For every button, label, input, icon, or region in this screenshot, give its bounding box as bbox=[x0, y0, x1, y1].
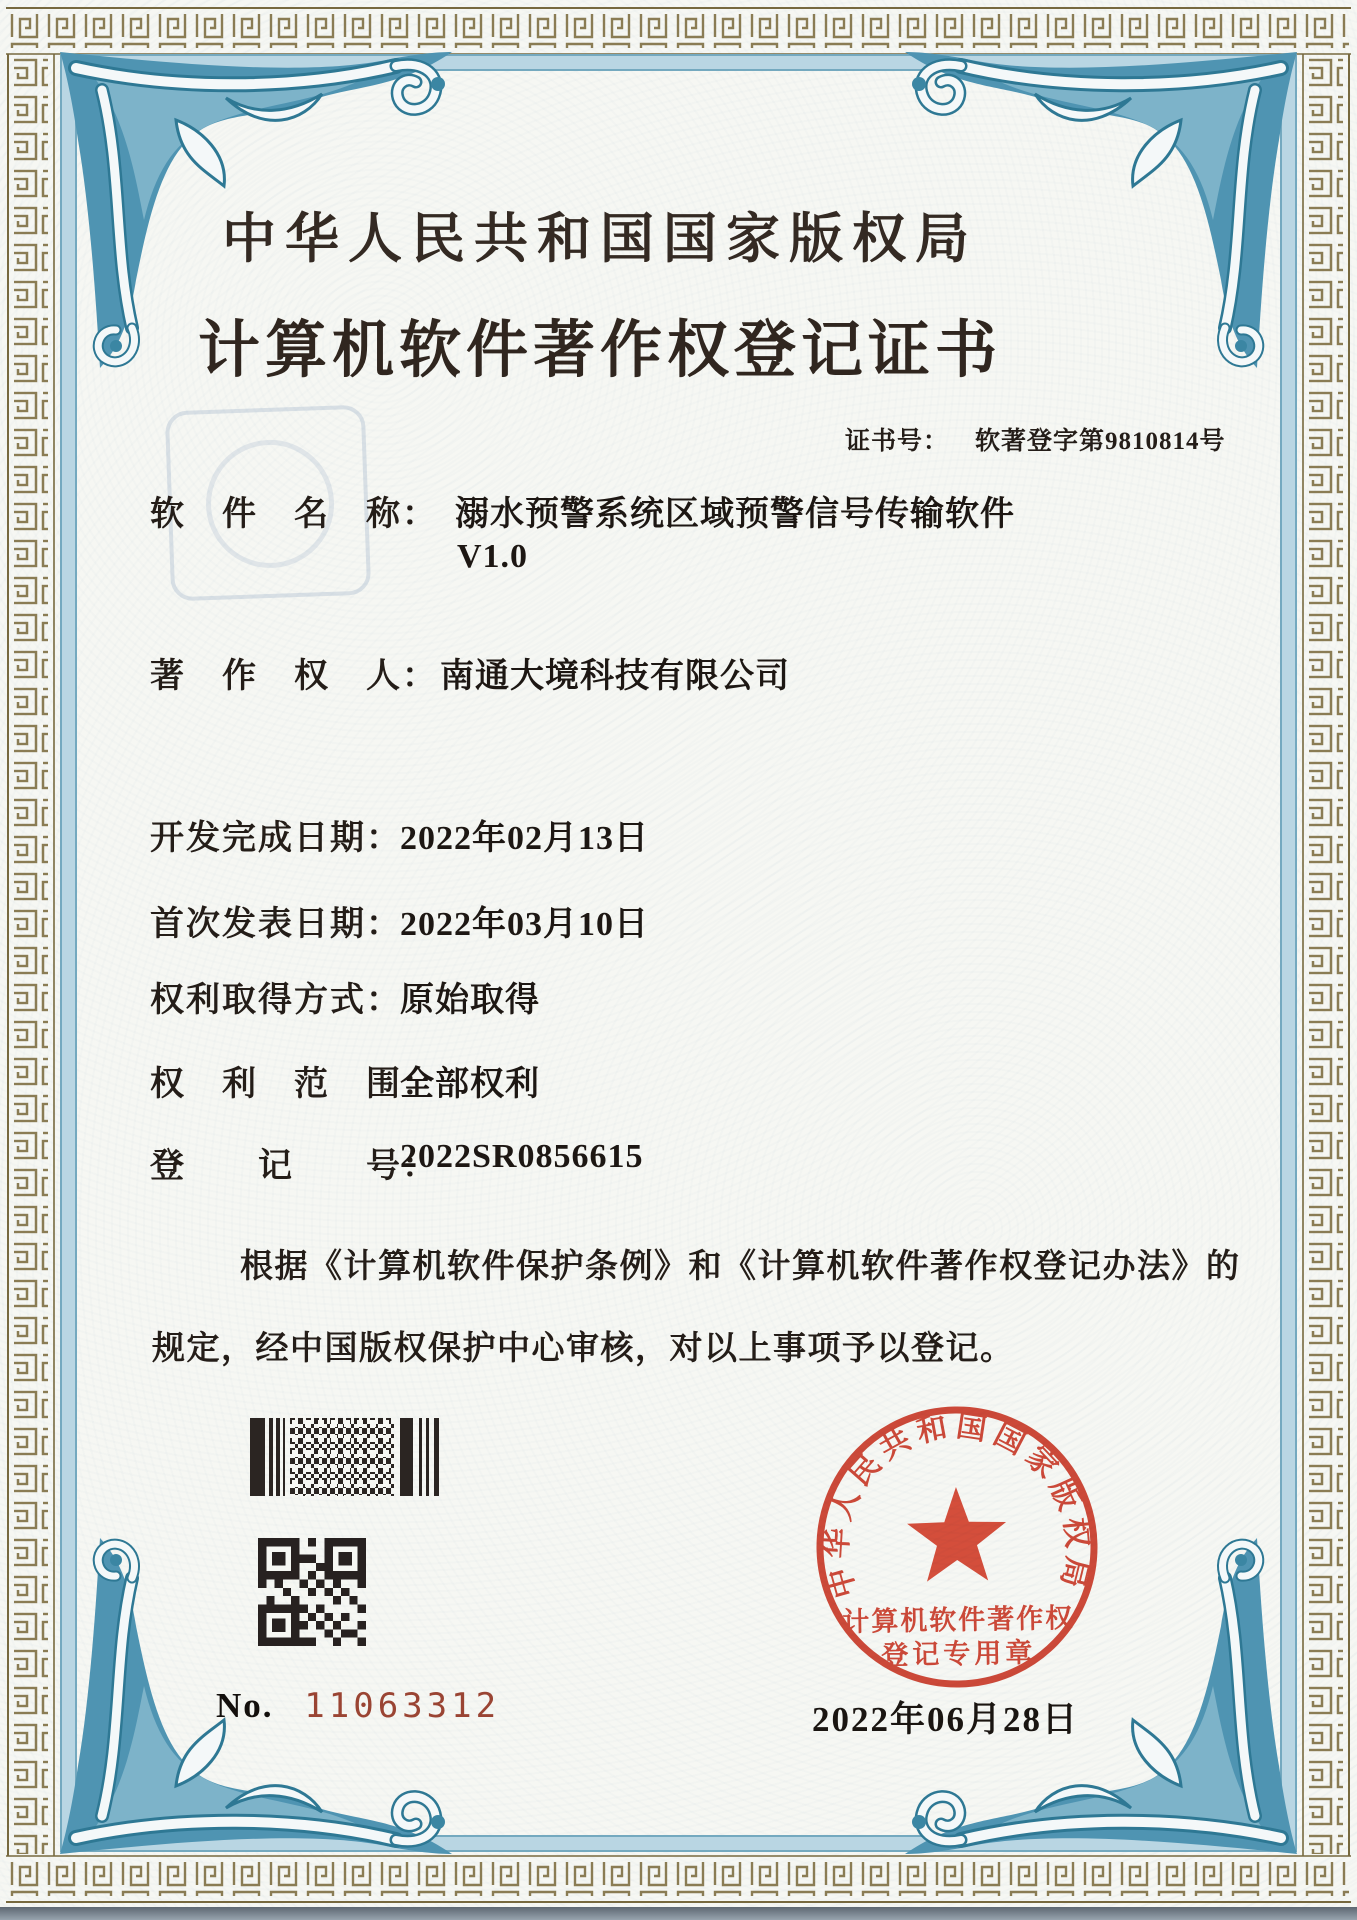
border-meander-bottom bbox=[6, 1854, 1351, 1904]
border-meander-left bbox=[6, 54, 56, 1856]
field-label-software-name: 软 件 名 称： bbox=[150, 496, 438, 533]
certificate-number-label: 证书号： bbox=[845, 428, 950, 455]
seal-ring-text: 中华人民共和国国家版权局 bbox=[820, 1409, 1095, 1602]
field-value-registration-number: 2022SR0856615 bbox=[400, 1138, 644, 1175]
serial-number-value: 11063312 bbox=[304, 1686, 501, 1726]
issue-date: 2022年06月28日 bbox=[812, 1700, 1080, 1739]
field-label-registration-number: 登 记 号： bbox=[150, 1148, 438, 1185]
barcode bbox=[250, 1418, 450, 1496]
field-label-copyright-owner: 著 作 权 人： bbox=[150, 658, 438, 695]
statement-line-1: 根据《计算机软件保护条例》和《计算机软件著作权登记办法》的 bbox=[240, 1249, 1241, 1285]
field-value-right-scope: 全部权利 bbox=[400, 1066, 540, 1103]
certificate-number-value: 软著登字第9810814号 bbox=[975, 428, 1226, 455]
seal-line-2: 登记专用章 bbox=[881, 1637, 1037, 1671]
serial-number-label: No. bbox=[216, 1686, 274, 1725]
qr-code bbox=[258, 1538, 366, 1646]
field-value-dev-complete-date: 2022年02月13日 bbox=[400, 820, 649, 857]
field-label-right-acquisition: 权利取得方式： bbox=[150, 982, 402, 1019]
scan-edge bbox=[0, 1907, 1357, 1920]
field-value-first-publish-date: 2022年03月10日 bbox=[400, 906, 649, 943]
field-label-right-scope: 权 利 范 围： bbox=[150, 1066, 438, 1103]
field-value-copyright-owner: 南通大境科技有限公司 bbox=[440, 658, 790, 695]
serial-number-row bbox=[216, 1686, 500, 1726]
field-label-dev-complete-date: 开发完成日期： bbox=[150, 820, 402, 857]
field-value-software-name: 溺水预警系统区域预警信号传输软件 bbox=[455, 496, 1015, 533]
seal-line-1: 计算机软件著作权 bbox=[842, 1602, 1075, 1638]
seal-star-icon bbox=[906, 1486, 1007, 1582]
field-value-software-version: V1.0 bbox=[457, 538, 529, 575]
official-seal bbox=[804, 1394, 1109, 1699]
authority-title: 中华人民共和国国家版权局 bbox=[222, 209, 978, 269]
certificate-title: 计算机软件著作权登记证书 bbox=[197, 317, 1002, 385]
border-meander-top bbox=[6, 6, 1351, 56]
field-label-first-publish-date: 首次发表日期： bbox=[150, 906, 402, 943]
certificate-number-row bbox=[845, 421, 1226, 457]
border-meander-right bbox=[1301, 54, 1351, 1856]
statement-line-2: 规定，经中国版权保护中心审核，对以上事项予以登记。 bbox=[152, 1331, 1015, 1367]
field-value-right-acquisition: 原始取得 bbox=[400, 982, 540, 1019]
